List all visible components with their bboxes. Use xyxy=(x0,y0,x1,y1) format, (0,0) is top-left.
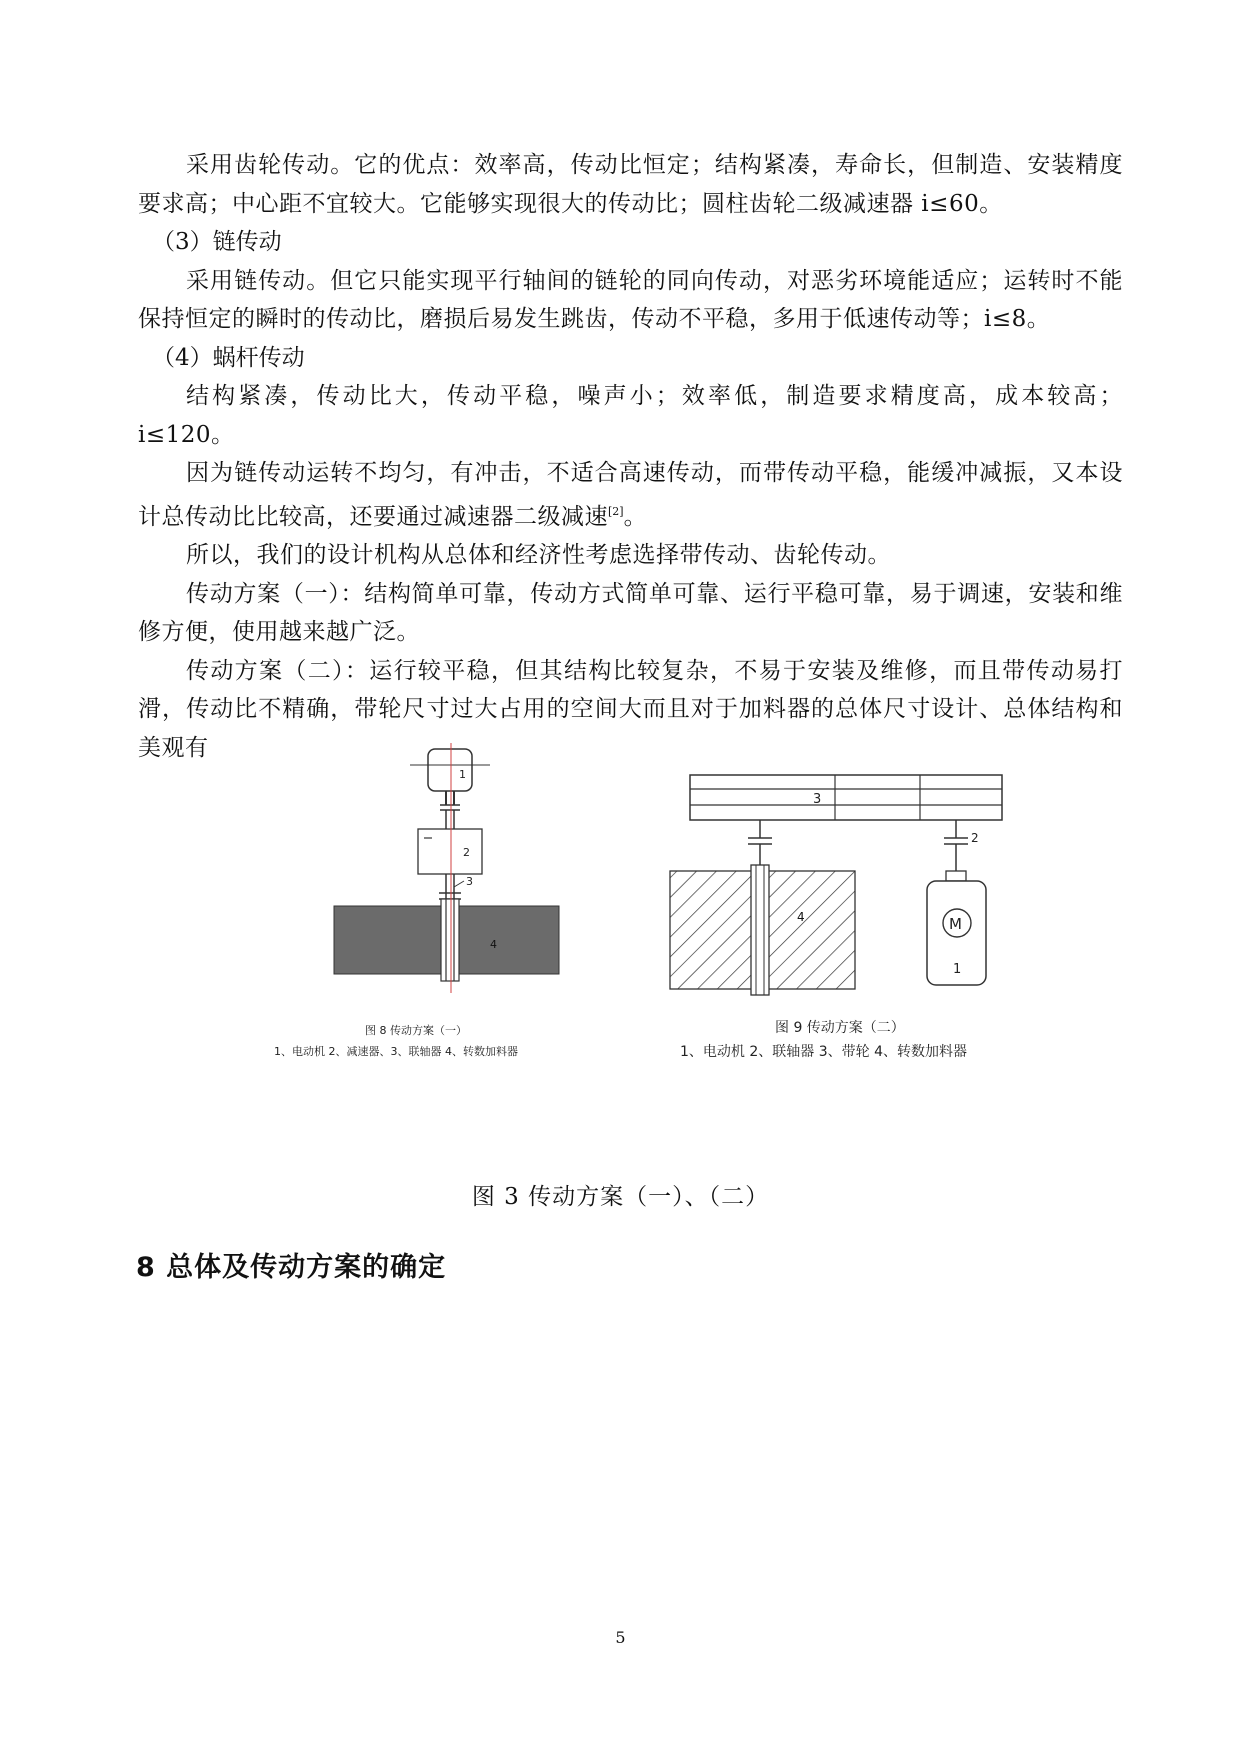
right-label-3: 3 xyxy=(813,792,822,807)
figure-9-caption: 图 9 传动方案（二） xyxy=(775,1020,905,1036)
transmission-diagrams xyxy=(250,743,1010,1083)
reasoning-text: 因为链传动运转不均匀，有冲击，不适合高速传动，而带传动平稳，能缓冲减振，又本设计总传动比比较高，还要通过减速器二级减速 xyxy=(138,460,1123,530)
reasoning-end: 。 xyxy=(623,503,648,530)
scheme-two-diagram xyxy=(670,775,1002,995)
clipped-paragraph xyxy=(138,652,1123,761)
paragraph-chain-transmission: 采用链传动。但它只能实现平行轴间的链轮的同向传动，对恶劣环境能适应；运转时不能保持恒定的瞬时的传动比，磨损后易发生跳齿，传动不平稳，多用于低速传动等；i≤8。 xyxy=(138,267,1123,332)
figure-image xyxy=(250,743,1010,1083)
body-text xyxy=(138,146,1123,761)
motor-symbol-icon: M xyxy=(949,915,962,933)
paragraph-reasoning xyxy=(138,454,1123,536)
left-label-3: 3 xyxy=(466,875,473,888)
figure-9-legend: 1、电动机 2、联轴器 3、带轮 4、转数加料器 xyxy=(680,1044,967,1060)
section-heading: 8 总体及传动方案的确定 xyxy=(136,1252,447,1283)
scheme-one-diagram xyxy=(334,743,559,993)
left-label-2: 2 xyxy=(463,846,470,859)
subheading-worm-transmission: （4）蜗杆传动 xyxy=(152,344,305,371)
figure-3-caption: 图 3 传动方案（一）、（二） xyxy=(471,1184,770,1210)
left-label-1: 1 xyxy=(459,768,466,781)
left-label-4: 4 xyxy=(490,938,497,951)
citation-ref: [2] xyxy=(608,504,624,518)
figure-8-caption: 图 8 传动方案（一） xyxy=(365,1024,467,1037)
figure-8-legend: 1、电动机 2、减速器、3、联轴器 4、转数加料器 xyxy=(274,1045,518,1058)
paragraph-conclusion: 所以，我们的设计机构从总体和经济性考虑选择带传动、齿轮传动。 xyxy=(186,542,891,568)
paragraph-scheme-two: 传动方案（二）：运行较平稳，但其结构比较复杂，不易于安装及维修，而且带传动易打滑，传动比不精确，带轮尺寸过大占用的空间大而且对于加料器的总体尺寸设计、总体结构和美观有 xyxy=(138,657,1123,761)
paragraph-gear-transmission: 采用齿轮传动。它的优点：效率高，传动比恒定；结构紧凑，寿命长，但制造、安装精度要求高；中心距不宜较大。它能够实现很大的传动比；圆柱齿轮二级减速器 i≤60。 xyxy=(138,152,1123,217)
belt-pulley-shape xyxy=(690,775,1002,820)
reducer-shape xyxy=(418,829,482,874)
page-number: 5 xyxy=(615,1628,626,1647)
right-label-4: 4 xyxy=(797,910,805,924)
paragraph-scheme-one: 传动方案（一）：结构简单可靠，传动方式简单可靠、运行平稳可靠，易于调速，安装和维修方便，使用越来越广泛。 xyxy=(138,580,1123,645)
subheading-chain-transmission: （3）链传动 xyxy=(152,229,282,255)
paragraph-worm-transmission: 结构紧凑，传动比大，传动平稳，噪声小；效率低，制造要求精度高，成本较高；i≤120。 xyxy=(138,383,1123,448)
right-label-2: 2 xyxy=(971,831,979,845)
right-label-1: 1 xyxy=(953,962,962,977)
